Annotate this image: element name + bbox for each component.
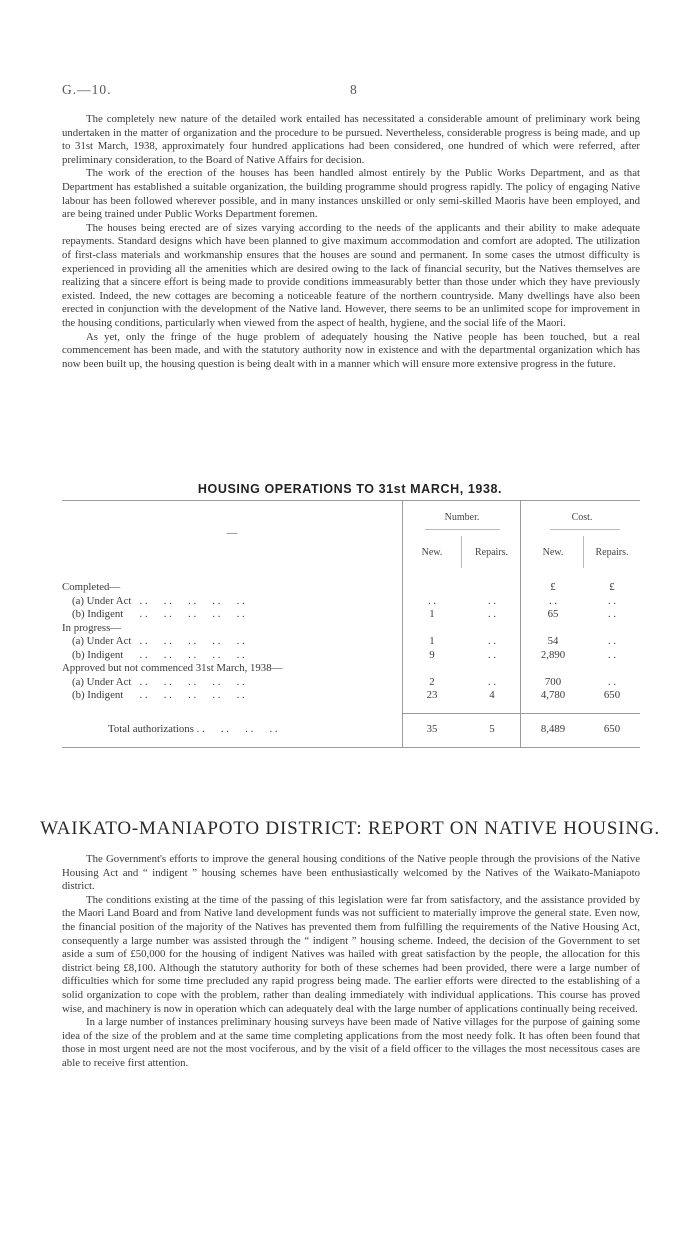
number-repairs-cell: . . (487, 608, 497, 620)
number-repairs-cell (464, 621, 520, 635)
table-title: HOUSING OPERATIONS TO 31st MARCH, 1938. (197, 482, 503, 496)
row-label: Approved but not commenced 31st March, 1938— (62, 662, 283, 674)
number-group-header: Number. (444, 512, 480, 523)
subcolumn-divider (461, 536, 462, 568)
row-label: (a) Under Act . . . . . . . . . . (72, 635, 245, 647)
cost-repairs-cell (584, 661, 640, 675)
cost-new-cell: 700 (544, 675, 562, 688)
total-number-repairs-cell: 5 (489, 723, 495, 735)
cost-new-cell: 4,780 (540, 689, 566, 701)
document-reference: G.—10. (62, 82, 112, 97)
table-bottom-rule (62, 747, 640, 748)
number-repairs-cell: . . (487, 635, 497, 647)
number-repairs-cell (464, 580, 520, 594)
cost-new-cell: 65 (547, 608, 559, 620)
cost-repairs-header: Repairs. (595, 547, 629, 558)
number-repairs-cell: 4 (489, 689, 495, 701)
cost-group-rule (550, 529, 620, 530)
cost-repairs-cell: 650 (603, 689, 621, 701)
number-new-cell: 2 (429, 675, 435, 688)
total-rule (402, 713, 640, 714)
paragraph: As yet, only the fringe of the huge problem of adequately housing the Native people has been touched, but a real commencement has been made, and with the statutory authority now in existence and with the departmental organization which has now been built up, the housing question is being dealt with in a manner which will ensure more extensive progress in the future. (62, 330, 640, 370)
cost-repairs-cell: £ (609, 581, 615, 593)
number-group-rule (425, 529, 500, 530)
paragraph: In a large number of instances preliminary housing surveys have been made of Native villages for the purpose of gaining some idea of the size of the problem and at the same time completing applications from the most needy folk. It has often been found that those in most urgent need are not the most vociferous, and by the visit of a field officer to the villages the most necessitous cases are able to receive first attention. (62, 1016, 640, 1069)
table-top-rule (62, 500, 640, 501)
row-label: Completed— (62, 581, 121, 593)
number-repairs-cell: . . (487, 594, 497, 607)
cost-repairs-cell: . . (607, 675, 617, 688)
paragraph: The conditions existing at the time of the passing of this legislation were far from satisfactory, and the assistance provided by the Maori Land Board and from Native land development funds was not sufficient to materially improve the general state. Even now, the financial position of the majority of the Natives has prevented them from fulfilling the requirements of the Native Housing Act, consequently a large number was assisted through the “ indigent ” housing scheme. Indeed, the decision of the Government to set aside a sum of £50,000 for the housing of indigent Natives was hailed with great satisfaction by the people, the allocation for this district being £8,100. Although the statutory authority for both of these schemes had been provided, there were a large number of difficulties which for some time precluded any rapid progress being made. The earlier efforts were directed to the establishing of a solid organization to cope with the problem, rather than dealing immediately with individual applications. This course has proved wise, and machinery is now in operation which can adequately deal with the large number of applications continually being received. (62, 893, 640, 1015)
cost-repairs-cell: . . (607, 648, 617, 661)
cost-new-cell: . . (548, 594, 558, 607)
number-repairs-cell (464, 661, 520, 675)
cost-group-header: Cost. (571, 512, 593, 523)
row-label: (a) Under Act . . . . . . . . . . (72, 675, 245, 688)
row-label: In progress— (62, 621, 122, 634)
cost-new-cell: 54 (547, 635, 559, 647)
intro-text (62, 113, 640, 371)
number-new-cell: 1 (429, 635, 435, 647)
paragraph: The completely new nature of the detailed work entailed has necessitated a considerable amount of preliminary work being undertaken in the matter of organization and the procedure to be pursued. Nevertheless, considerable progress is being made, and up to 31st March, 1938, approximately four hundred applications had been considered, one hundred of which were referred, after preliminary consideration, to the Board of Native Affairs for decision. (62, 113, 640, 166)
number-new-cell: 1 (429, 608, 435, 620)
cost-repairs-cell (584, 621, 640, 635)
total-number-new-cell: 35 (426, 723, 438, 735)
number-new-header: New. (421, 547, 443, 558)
paragraph: The work of the erection of the houses has been handled almost entirely by the Public Works Department, and as that Department has established a suitable organization, the building programme should progress rapidly. The policy of engaging Native labour has been followed wherever possible, and in many instances unskilled or only semi-skilled Maoris have been employed, and are being trained under Public Works Department foremen. (62, 167, 640, 221)
number-new-cell (404, 661, 460, 675)
number-new-cell (404, 621, 460, 635)
cost-new-cell (524, 621, 582, 635)
column-divider (520, 500, 521, 748)
cost-new-header: New. (542, 547, 564, 558)
row-label: (b) Indigent . . . . . . . . . . (72, 608, 245, 620)
paragraph: The houses being erected are of sizes varying according to the needs of the applicants and their ability to make adequate repayments. Standard designs which have been planned to give maximum accommodation and comfort are adopted. The utilization of first-class materials and workmanship ensures that the houses are sound and permanent. In some cases the utmost difficulty is experienced in providing all the amenities which are desired owing to the lack of financial security, but the Natives themselves are realizing that a sincere effort is being made to provide conditions immeasurably better than those under which they have previously existed. Indeed, the new cottages are becoming a noticeable feature of the northern countryside. Many dwellings have also been erected in conjunction with the development of the Native land. However, there seems to be an unlimited scope for improvement in the housing conditions, particularly when viewed from the aspect of health, hygiene, and the social life of the Maori. (62, 221, 640, 329)
number-new-cell (404, 580, 460, 594)
number-repairs-cell: . . (487, 648, 497, 661)
cost-repairs-cell: . . (607, 608, 617, 620)
row-label: (b) Indigent . . . . . . . . . . (72, 648, 245, 661)
cost-new-cell: £ (550, 581, 556, 593)
cost-new-cell: 2,890 (540, 648, 566, 661)
cost-repairs-cell: . . (607, 635, 617, 647)
district-text (62, 853, 640, 1071)
running-head (62, 82, 662, 102)
cost-new-cell (524, 661, 582, 675)
number-new-cell: . . (427, 594, 437, 607)
row-label: (b) Indigent . . . . . . . . . . (72, 689, 245, 701)
district-heading: WAIKATO-MANIAPOTO DISTRICT: REPORT ON NATIVE HOUSING. (40, 818, 660, 839)
total-cost-repairs-cell: 650 (603, 723, 621, 735)
cost-repairs-cell: . . (607, 594, 617, 607)
total-label: Total authorizations . . . . . . . . (108, 723, 278, 735)
number-repairs-header: Repairs. (474, 547, 509, 558)
column-divider (402, 500, 403, 748)
number-new-cell: 9 (429, 648, 435, 661)
total-cost-new-cell: 8,489 (540, 723, 566, 735)
page-number: 8 (350, 82, 357, 97)
number-new-cell: 23 (426, 689, 438, 701)
housing-operations-table (62, 500, 640, 750)
row-label: (a) Under Act . . . . . . . . . . (72, 594, 245, 607)
number-repairs-cell: . . (487, 675, 497, 688)
paragraph: The Government's efforts to improve the general housing conditions of the Native people through the provisions of the Native Housing Act and “ indigent ” housing schemes have been enthusiastically welcomed by the Natives of the Waikato-Maniapoto district. (62, 853, 640, 893)
stub-header: — (227, 528, 237, 539)
